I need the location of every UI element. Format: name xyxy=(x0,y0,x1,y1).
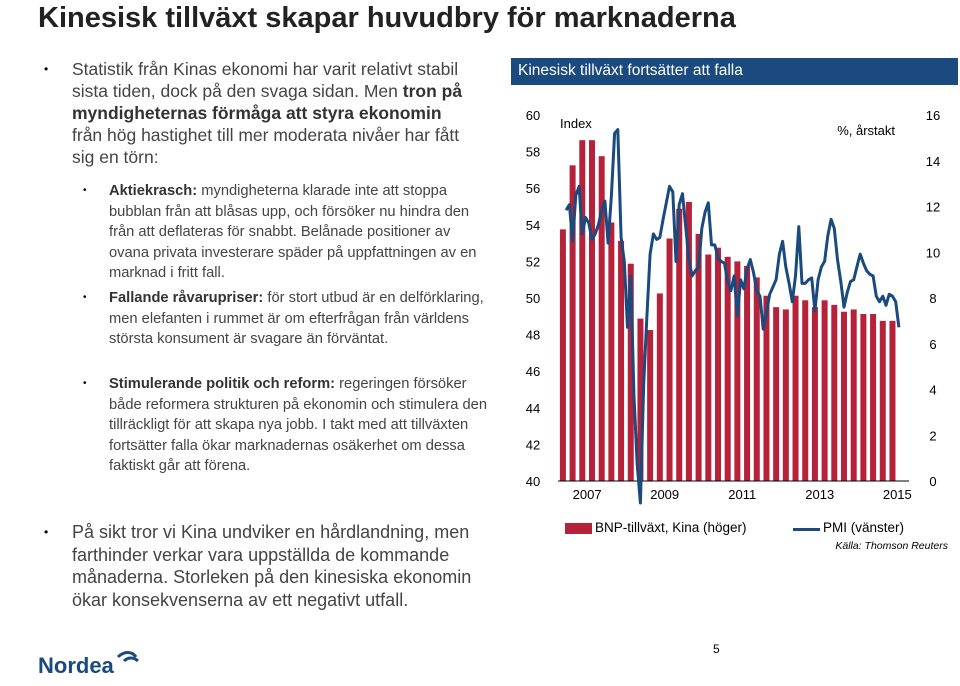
bullet-dot: • xyxy=(83,292,87,303)
x-axis-tick-label: 2007 xyxy=(572,487,602,502)
right-axis-tick-label: 16 xyxy=(925,108,941,123)
gdp-bar xyxy=(822,300,828,481)
right-axis-tick-label: 10 xyxy=(925,245,941,261)
gdp-bar xyxy=(667,239,673,481)
left-axis-tick-label: 50 xyxy=(525,291,541,306)
gdp-bar xyxy=(841,312,847,481)
subbullet-text: regeringen försöker både reformera strukturen på ekonomin och stimulera den tillräckligt för att skapa nya jobb. I takt med att tillväxten fortsätter falla ökar marknadernas osäkerhet om dessa faktiskt går att förena. xyxy=(109,376,487,474)
bullet-outlook xyxy=(44,521,502,612)
left-axis-tick-label: 48 xyxy=(525,327,541,343)
left-axis-tick-label: 42 xyxy=(525,437,541,453)
gdp-pmi-chart xyxy=(505,90,955,515)
gdp-bar xyxy=(880,321,886,481)
right-axis-tick-label: 4 xyxy=(929,382,937,398)
right-axis-tick-label: 8 xyxy=(929,291,937,306)
x-axis-tick-label: 2011 xyxy=(728,487,757,502)
right-axis-tick-label: 12 xyxy=(925,199,941,215)
subbullet-policy-reform xyxy=(83,374,489,477)
chart-legend xyxy=(565,520,960,540)
subbullet-heading: Stimulerande politik och reform: xyxy=(109,376,336,392)
x-axis-tick-label: 2015 xyxy=(882,487,912,502)
gdp-bar xyxy=(618,241,624,481)
gdp-bar xyxy=(831,305,837,481)
bullet-text: Statistik från Kinas ekonomi har varit relativt stabil sista tiden, dock på den svaga sidan. Men xyxy=(72,59,459,101)
gdp-bar xyxy=(870,314,876,481)
left-axis-unit-label: Index xyxy=(560,116,592,131)
left-axis-tick-label: 60 xyxy=(525,108,541,123)
bullet-dot: • xyxy=(44,525,49,539)
right-axis-tick-label: 6 xyxy=(929,336,937,352)
page-number: 5 xyxy=(713,642,720,656)
pmi-line xyxy=(566,130,899,503)
gdp-bar xyxy=(783,309,789,481)
chart-title-bar xyxy=(511,58,958,85)
subbullet-text: för stort utbud är en delförklaring, men elefanten i rummet är om efterfrågan från världens största konsument är svagare än förväntat. xyxy=(109,290,484,347)
gdp-bar xyxy=(754,277,760,481)
right-axis-tick-label: 14 xyxy=(925,153,941,169)
gdp-bar xyxy=(608,223,614,481)
gdp-bar xyxy=(773,307,779,481)
svg-text:Nordea: Nordea xyxy=(38,653,114,678)
subbullet-text: myndigheterna klarade inte att stoppa bubblan från att blåsas upp, och försöker nu hindra den från att deflateras för snabbt. Belånade positioner av ovana privata investerare späder på uppfattningen av en marknad i fritt fall. xyxy=(109,183,477,281)
x-axis-tick-label: 2013 xyxy=(805,487,835,502)
gdp-bar xyxy=(889,321,895,481)
bullet-bold: tron på myndigheternas förmåga att styra ekonomin xyxy=(72,81,463,123)
legend-label-gdp: BNP-tillväxt, Kina (höger) xyxy=(595,520,747,535)
x-axis-tick-label: 2009 xyxy=(650,487,680,502)
bullet-statistics xyxy=(44,58,472,168)
bullet-text: På sikt tror vi Kina undviker en hårdlandning, men farthinder verkar vara uppställda de kommande månaderna. Storleken på den kinesiska ekonomin ökar konsekvenserna av ett negativt utfall. xyxy=(72,522,472,611)
legend-swatch-gdp xyxy=(565,523,592,534)
left-axis-tick-label: 58 xyxy=(525,144,541,160)
legend-label-pmi: PMI (vänster) xyxy=(823,520,905,535)
gdp-bar xyxy=(589,140,595,481)
gdp-bar xyxy=(851,309,857,481)
nordea-logo xyxy=(38,649,148,679)
gdp-bar xyxy=(812,307,818,481)
left-axis-tick-label: 46 xyxy=(525,364,541,380)
left-axis-tick-label: 44 xyxy=(525,400,541,416)
gdp-bar xyxy=(560,229,566,481)
gdp-bar xyxy=(802,300,808,481)
gdp-bar xyxy=(647,330,653,481)
right-axis-unit-label: %, årstakt xyxy=(837,123,895,138)
gdp-bar xyxy=(705,255,711,481)
bullet-text-rest: från hög hastighet till mer moderata nivåer har fått sig en törn: xyxy=(72,125,460,167)
gdp-bar xyxy=(793,296,799,481)
gdp-bar xyxy=(657,293,663,481)
legend-swatch-pmi xyxy=(793,528,820,531)
left-axis-tick-label: 40 xyxy=(525,474,541,489)
gdp-bar xyxy=(744,266,750,481)
left-axis-tick-label: 52 xyxy=(525,254,541,270)
gdp-bar xyxy=(715,248,721,481)
bullet-dot: • xyxy=(44,62,49,76)
left-axis-tick-label: 56 xyxy=(525,181,541,197)
right-axis-tick-label: 0 xyxy=(929,474,937,489)
chart-source: Källa: Thomson Reuters xyxy=(835,540,948,552)
subbullet-stock-crash xyxy=(83,181,489,284)
subbullet-commodity-prices xyxy=(83,288,489,350)
gdp-bar xyxy=(860,314,866,481)
slide-title: Kinesisk tillväxt skapar huvudbry för marknaderna xyxy=(38,2,736,34)
subbullet-heading: Aktiekrasch: xyxy=(109,183,198,199)
chart-title: Kinesisk tillväxt fortsätter att falla xyxy=(518,62,743,79)
bullet-dot: • xyxy=(83,378,87,389)
bullet-dot: • xyxy=(83,185,87,196)
subbullet-heading: Fallande råvarupriser: xyxy=(109,290,264,306)
right-axis-tick-label: 2 xyxy=(929,428,937,444)
left-axis-tick-label: 54 xyxy=(525,217,541,233)
